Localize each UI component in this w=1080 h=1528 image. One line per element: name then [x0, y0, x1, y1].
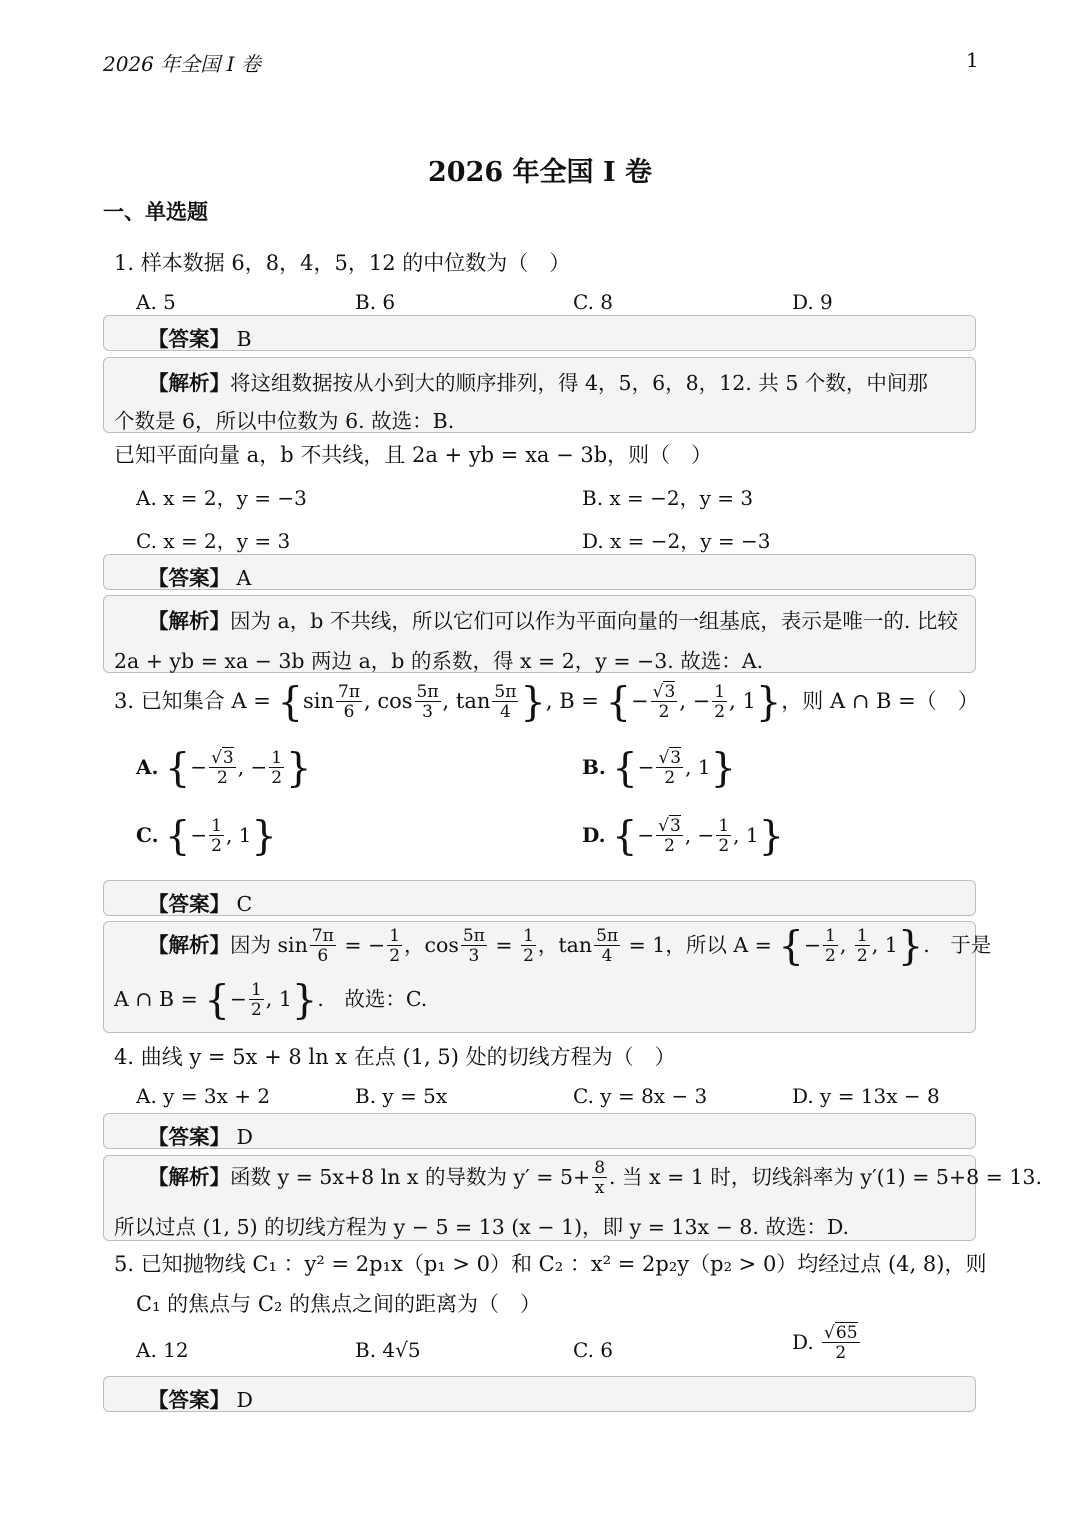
q1-analysis-box — [103, 357, 976, 433]
page-number: 1 — [966, 48, 979, 72]
q4-analysis-line1-b: . 当 x = 1 时，切线斜率为 y′(1) = 5+8 = 13. — [609, 1165, 1042, 1189]
q4-analysis-line2: 所以过点 (1, 5) 的切线方程为 y − 5 = 13 (x − 1)，即 y = 13x − 8. 故选：D. — [114, 1215, 850, 1239]
q1-answer: B — [236, 327, 252, 351]
q5-option-d: D. $\frac{√65}{2}$ — [792, 1323, 858, 1363]
q1-analysis-line2: 个数是 6，所以中位数为 6. 故选：B. — [114, 409, 455, 433]
q2-option-b: B. x = −2，y = 3 — [582, 486, 754, 510]
q1-answer-box — [103, 315, 976, 351]
header-title: 2026 年全国 I 卷 — [103, 52, 261, 76]
q1-option-b: B. 6 — [355, 290, 396, 314]
q2-option-a: A. x = 2，y = −3 — [136, 486, 307, 510]
q3-option-d: D. {− $\frac{√3}{2}$ , − $\frac{1}{2}$ , 1} — [582, 813, 785, 860]
q5-option-a: A. 12 — [136, 1338, 189, 1362]
answer-tag: 【答案】 — [148, 566, 230, 590]
question-2-stem: 已知平面向量 a，b 不共线，且 2a + yb = xa − 3b，则（ ） — [114, 443, 713, 467]
q5-answer: D — [236, 1388, 253, 1412]
analysis-tag: 【解析】 — [148, 933, 230, 957]
q3-analysis-end: 于是 — [950, 933, 992, 957]
q3-analysis-mid: 所以 A = — [685, 933, 772, 957]
question-5-stem-line1: 5. 已知抛物线 C₁ ：y² = 2p₁x（p₁ > 0）和 C₂ ：x² = 2p₂y（p₂ > 0）均经过点 (4, 8)，则 — [114, 1252, 987, 1276]
question-3-stem: 3. 已知集合 A = {sin $\frac{7\pi}{6}$ , cos $\frac{5\pi}{3}$ , tan $\frac{5\pi}{4}$ }, B = {− $\frac{√3}{2}$ , − $\frac{1}{2}$ , 1}，则 A ∩ B =（ ） — [114, 679, 979, 726]
q2-analysis-box — [103, 595, 976, 673]
document-title: 2026 年全国 I 卷 — [428, 157, 652, 188]
answer-tag: 【答案】 — [148, 327, 230, 351]
q2-option-c: C. x = 2，y = 3 — [136, 529, 291, 553]
q5-answer-box — [103, 1376, 976, 1412]
question-4-stem: 4. 曲线 y = 5x + 8 ln x 在点 (1, 5) 处的切线方程为（ ） — [114, 1045, 676, 1069]
q3-analysis-line2-prefix: A ∩ B = — [114, 987, 198, 1011]
section-heading: 一、单选题 — [103, 199, 208, 224]
q3-analysis-line2-end: 故选：C. — [344, 987, 428, 1011]
q1-analysis-line1: 将这组数据按从小到大的顺序排列，得 4，5，6，8，12. 共 5 个数，中间那 — [230, 371, 928, 395]
q5-option-c: C. 6 — [573, 1338, 614, 1362]
q2-option-d: D. x = −2，y = −3 — [582, 529, 771, 553]
q1-option-c: C. 8 — [573, 290, 614, 314]
analysis-tag: 【解析】 — [148, 371, 230, 395]
analysis-tag: 【解析】 — [148, 609, 230, 633]
answer-tag: 【答案】 — [148, 1388, 230, 1412]
q3-stem-suffix: ，则 A ∩ B =（ ） — [781, 689, 979, 713]
q1-option-a: A. 5 — [136, 290, 176, 314]
q4-analysis-box: 【解析】函数 y = 5x+8 ln x 的导数为 y′ = 5+ $\frac{8}{x}$ . 当 x = 1 时，切线斜率为 y′(1) = 5+8 = 13. 所以过点 (1, 5) 的切线方程为 y − 5 = 13 (x − 1)，即 y = 13x − 8. 故选：D. — [103, 1155, 976, 1241]
q4-analysis-line1-a: 函数 y = 5x+8 ln x 的导数为 y′ = 5+ — [230, 1165, 591, 1189]
q3-analysis-prefix: 因为 — [230, 933, 271, 957]
q3-option-c: C. {− $\frac{1}{2}$ , 1} — [136, 813, 277, 860]
q4-option-b: B. y = 5x — [355, 1084, 448, 1108]
q4-answer: D — [236, 1125, 253, 1149]
q2-analysis-line2: 2a + yb = xa − 3b 两边 a，b 的系数，得 x = 2，y = −3. 故选：A. — [114, 649, 764, 673]
analysis-tag: 【解析】 — [148, 1165, 230, 1189]
q5-option-b: B. 4√5 — [355, 1338, 421, 1362]
q2-answer: A — [236, 566, 252, 590]
q4-answer-box — [103, 1113, 976, 1149]
q2-answer-box — [103, 554, 976, 590]
question-5-stem-line2: C₁ 的焦点与 C₂ 的焦点之间的距离为（ ） — [136, 1292, 541, 1316]
q3-answer: C — [236, 892, 253, 916]
q3-option-b: B. {− $\frac{√3}{2}$ , 1} — [582, 745, 737, 792]
q3-stem-prefix: 3. 已知集合 A = — [114, 689, 271, 713]
q3-analysis-box: 【解析】因为 sin $\frac{7\pi}{6}$ = − $\frac{1}{2}$ ，cos $\frac{5\pi}{3}$ = $\frac{1}{2}$ ，tan $\frac{5\pi}{4}$ = 1，所以 A = {− $\frac{1}{2}$ , $\frac{1}{2}$ , 1}. 于是 A ∩ B = {− $\frac{1}{2}$ , 1}. 故选：C. — [103, 921, 976, 1033]
answer-tag: 【答案】 — [148, 892, 230, 916]
q3-option-a: A. {− $\frac{√3}{2}$ , − $\frac{1}{2}$ } — [136, 745, 312, 792]
q4-option-c: C. y = 8x − 3 — [573, 1084, 708, 1108]
answer-tag: 【答案】 — [148, 1125, 230, 1149]
q4-option-a: A. y = 3x + 2 — [136, 1084, 271, 1108]
q4-option-d: D. y = 13x − 8 — [792, 1084, 940, 1108]
question-1-stem: 1. 样本数据 6，8，4，5，12 的中位数为（ ） — [114, 251, 571, 275]
q3-answer-box — [103, 880, 976, 916]
q1-option-d: D. 9 — [792, 290, 833, 314]
q5-option-d-label: D. — [792, 1330, 814, 1354]
q2-analysis-line1: 因为 a，b 不共线，所以它们可以作为平面向量的一组基底，表示是唯一的. 比较 — [230, 609, 958, 633]
